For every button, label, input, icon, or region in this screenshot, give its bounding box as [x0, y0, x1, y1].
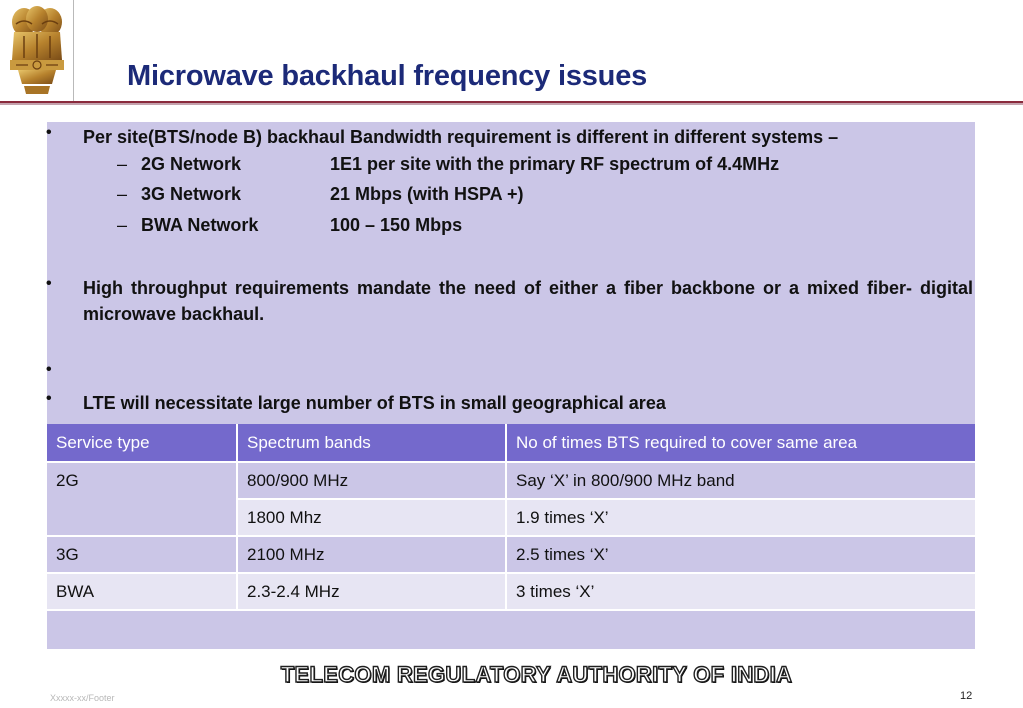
network-value: 21 Mbps (with HSPA +)	[330, 184, 524, 204]
bts-requirement-table	[47, 424, 975, 611]
table-row	[47, 536, 975, 573]
cell-spectrum-band: 2100 MHz	[237, 536, 506, 573]
state-emblem-logo	[4, 2, 70, 98]
column-header-bts-times: No of times BTS required to cover same area	[506, 424, 975, 462]
sub-bullet-dash: –	[117, 184, 128, 204]
table-row	[47, 573, 975, 610]
cell-spectrum-band: 1800 Mhz	[237, 499, 506, 536]
network-name: BWA Network	[141, 215, 259, 235]
slide-title: Microwave backhaul frequency issues	[127, 60, 648, 92]
bullet-dot: •	[46, 124, 52, 141]
footer-organization-name: TELECOM REGULATORY AUTHORITY OF INDIA	[280, 662, 793, 687]
table-row	[47, 462, 975, 499]
cell-spectrum-band: 2.3-2.4 MHz	[237, 573, 506, 610]
network-name: 3G Network	[141, 184, 242, 204]
header-horizontal-rule	[0, 101, 1023, 105]
bullet-dot: •	[46, 390, 52, 407]
bullet-text: Per site(BTS/node B) backhaul Bandwidth requirement is different in different systems –	[83, 127, 839, 147]
cell-service-type: 2G	[47, 462, 237, 536]
network-value: 1E1 per site with the primary RF spectrum of 4.4MHz	[330, 154, 780, 174]
sub-bullet-dash: –	[117, 215, 128, 235]
network-value: 100 – 150 Mbps	[330, 215, 463, 235]
cell-bts-times: 1.9 times ‘X’	[506, 499, 975, 536]
bullet-text: LTE will necessitate large number of BTS in small geographical area	[83, 393, 666, 413]
sub-bullet-dash: –	[117, 154, 128, 174]
footer-text: Xxxxx-xx/Footer	[50, 693, 115, 703]
cell-bts-times: Say ‘X’ in 800/900 MHz band	[506, 462, 975, 499]
bullet-dot: •	[46, 361, 52, 378]
cell-bts-times: 2.5 times ‘X’	[506, 536, 975, 573]
bullet-dot: •	[46, 275, 52, 292]
cell-bts-times: 3 times ‘X’	[506, 573, 975, 610]
cell-service-type: BWA	[47, 573, 237, 610]
column-header-spectrum-bands: Spectrum bands	[237, 424, 506, 462]
column-header-service-type: Service type	[47, 424, 237, 462]
table-header-row	[47, 424, 975, 462]
bullet-text: High throughput requirements mandate the need of either a fiber backbone or a mixed fiber- digital microwave backhaul.	[83, 278, 973, 324]
cell-spectrum-band: 800/900 MHz	[237, 462, 506, 499]
page-number: 12	[960, 690, 973, 702]
header-vertical-divider	[73, 0, 74, 103]
network-name: 2G Network	[141, 154, 242, 174]
cell-service-type: 3G	[47, 536, 237, 573]
